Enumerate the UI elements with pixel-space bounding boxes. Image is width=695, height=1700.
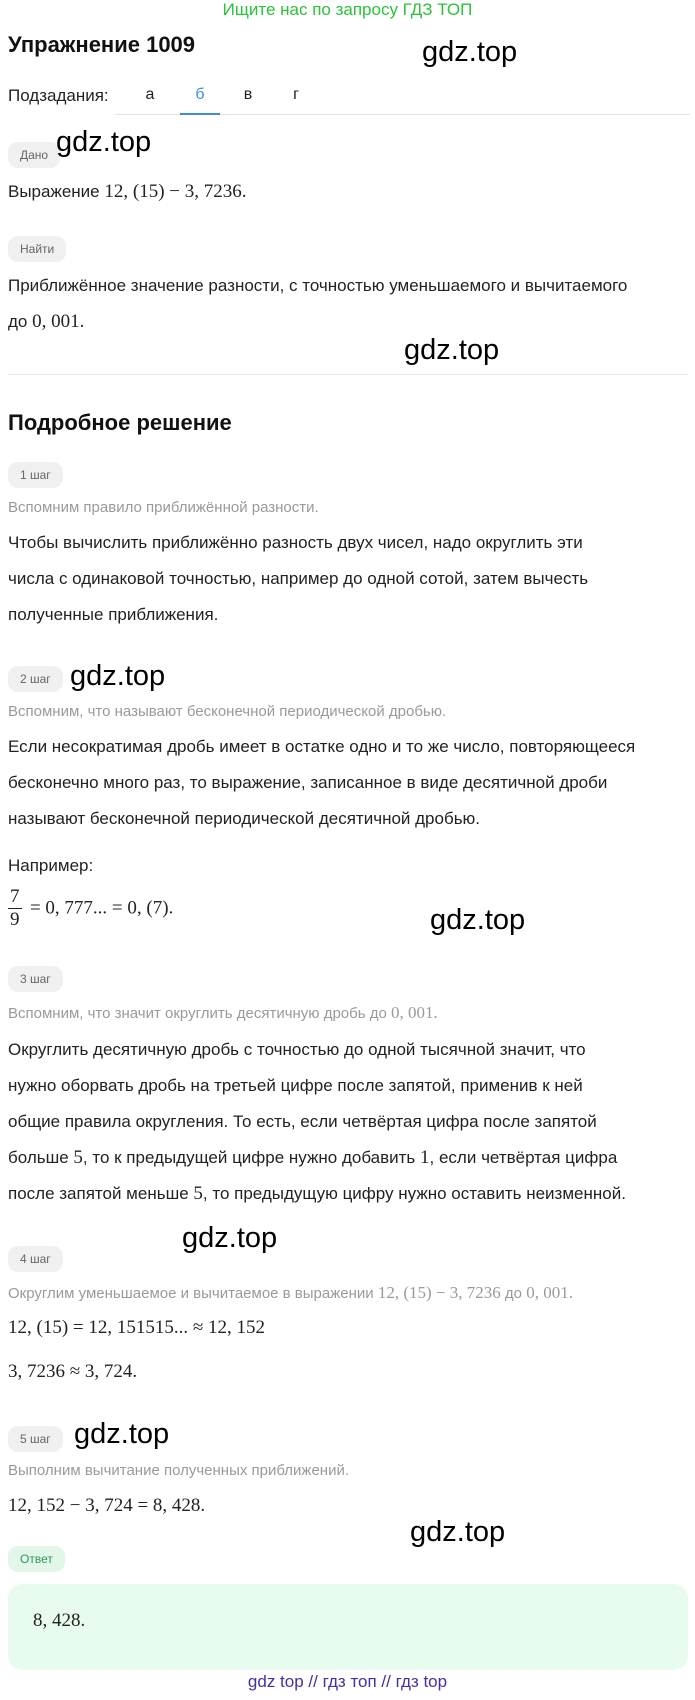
active-tab-indicator (180, 113, 220, 115)
answer-badge: Ответ (8, 1546, 65, 1572)
answer-box (8, 1584, 688, 1670)
answer-value: 8, 428. (33, 1610, 86, 1631)
step-3-line: Округлить десятичную дробь с точностью до одной тысячной значит, что (8, 1040, 586, 1059)
fraction: $\frac{7}{9}$ (10, 886, 20, 930)
watermark: gdz.top (74, 1418, 170, 1450)
subtask-tab-v[interactable]: в (243, 86, 253, 103)
step-5-equation: 12, 152 − 3, 724 = 8, 428. (8, 1495, 206, 1516)
watermark: gdz.top (56, 126, 152, 158)
step-4-equation: 12, (15) = 12, 151515... ≈ 12, 152 (8, 1317, 266, 1338)
step-1-hint: Вспомним правило приближённой разности. (8, 499, 319, 516)
step-3-line: после запятой меньше 5, то предыдущую цифру нужно оставить неизменной. (8, 1183, 626, 1204)
step-3-line: общие правила округления. То есть, если четвёртая цифра после запятой (8, 1112, 597, 1131)
step-3-hint: Вспомним, что значит округлить десятичную дробь до 0, 001. (8, 1003, 438, 1022)
step-2-line: Если несократимая дробь имеет в остатке одно и то же число, повторяющееся (8, 737, 636, 756)
step-2-line: бесконечно много раз, то выражение, записанное в виде десятичной дроби (8, 773, 608, 792)
step-2-example: $\frac{7}{9}$ = 0, 777... = 0, (7). (10, 886, 174, 930)
find-badge: Найти (8, 236, 66, 262)
footer-links[interactable]: gdz top // гдз топ // гдз top (247, 1672, 448, 1691)
step-1-line: Чтобы вычислить приближённо разность двух чисел, надо округлить эти (8, 533, 583, 552)
solution-heading: Подробное решение (8, 410, 232, 435)
step-5-hint: Выполним вычитание полученных приближений. (8, 1462, 350, 1479)
step-2-badge: 2 шаг (8, 666, 63, 692)
step-3-line: нужно оборвать дробь на третьей цифре после запятой, применив к ней (8, 1076, 583, 1095)
step-1-line: полученные приближения. (8, 605, 219, 624)
watermark: gdz.top (422, 36, 518, 68)
step-1-badge: 1 шаг (8, 462, 63, 488)
given-badge: Дано (8, 142, 60, 168)
step-2-line: называют бесконечной периодической десятичной дробью. (8, 809, 481, 828)
step-3-line: больше 5, то к предыдущей цифре нужно добавить 1, если четвёртая цифра (8, 1147, 618, 1168)
watermark: gdz.top (404, 334, 500, 366)
subtasks-label: Подзадания: (8, 86, 109, 105)
step-3-badge: 3 шаг (8, 966, 63, 992)
watermark: gdz.top (410, 1516, 506, 1548)
step-2-hint: Вспомним, что называют бесконечной периодической дробью. (8, 703, 447, 720)
given-text: Выражение 12, (15) − 3, 7236. (8, 181, 247, 202)
find-line-2: до 0, 001. (8, 311, 85, 332)
promo-banner[interactable]: Ищите нас по запросу ГДЗ ТОП (222, 0, 473, 19)
find-line-1: Приближённое значение разности, с точностью уменьшаемого и вычитаемого (8, 276, 628, 295)
step-2-example-label: Например: (8, 856, 94, 875)
section-divider (8, 374, 688, 375)
page-title: Упражнение 1009 (8, 32, 196, 57)
watermark: gdz.top (70, 660, 166, 692)
watermark: gdz.top (430, 904, 526, 936)
step-5-badge: 5 шаг (8, 1426, 63, 1452)
subtask-tab-g[interactable]: г (293, 86, 299, 103)
step-4-badge: 4 шаг (8, 1246, 63, 1272)
subtask-tab-a[interactable]: а (145, 86, 155, 103)
step-4-equation: 3, 7236 ≈ 3, 724. (8, 1361, 138, 1382)
watermark: gdz.top (182, 1222, 278, 1254)
step-1-line: числа с одинаковой точностью, например до одной сотой, затем вычесть (8, 569, 589, 588)
subtask-tab-b[interactable]: б (195, 86, 205, 103)
step-4-hint: Округлим уменьшаемое и вычитаемое в выражении 12, (15) − 3, 7236 до 0, 001. (8, 1283, 573, 1302)
